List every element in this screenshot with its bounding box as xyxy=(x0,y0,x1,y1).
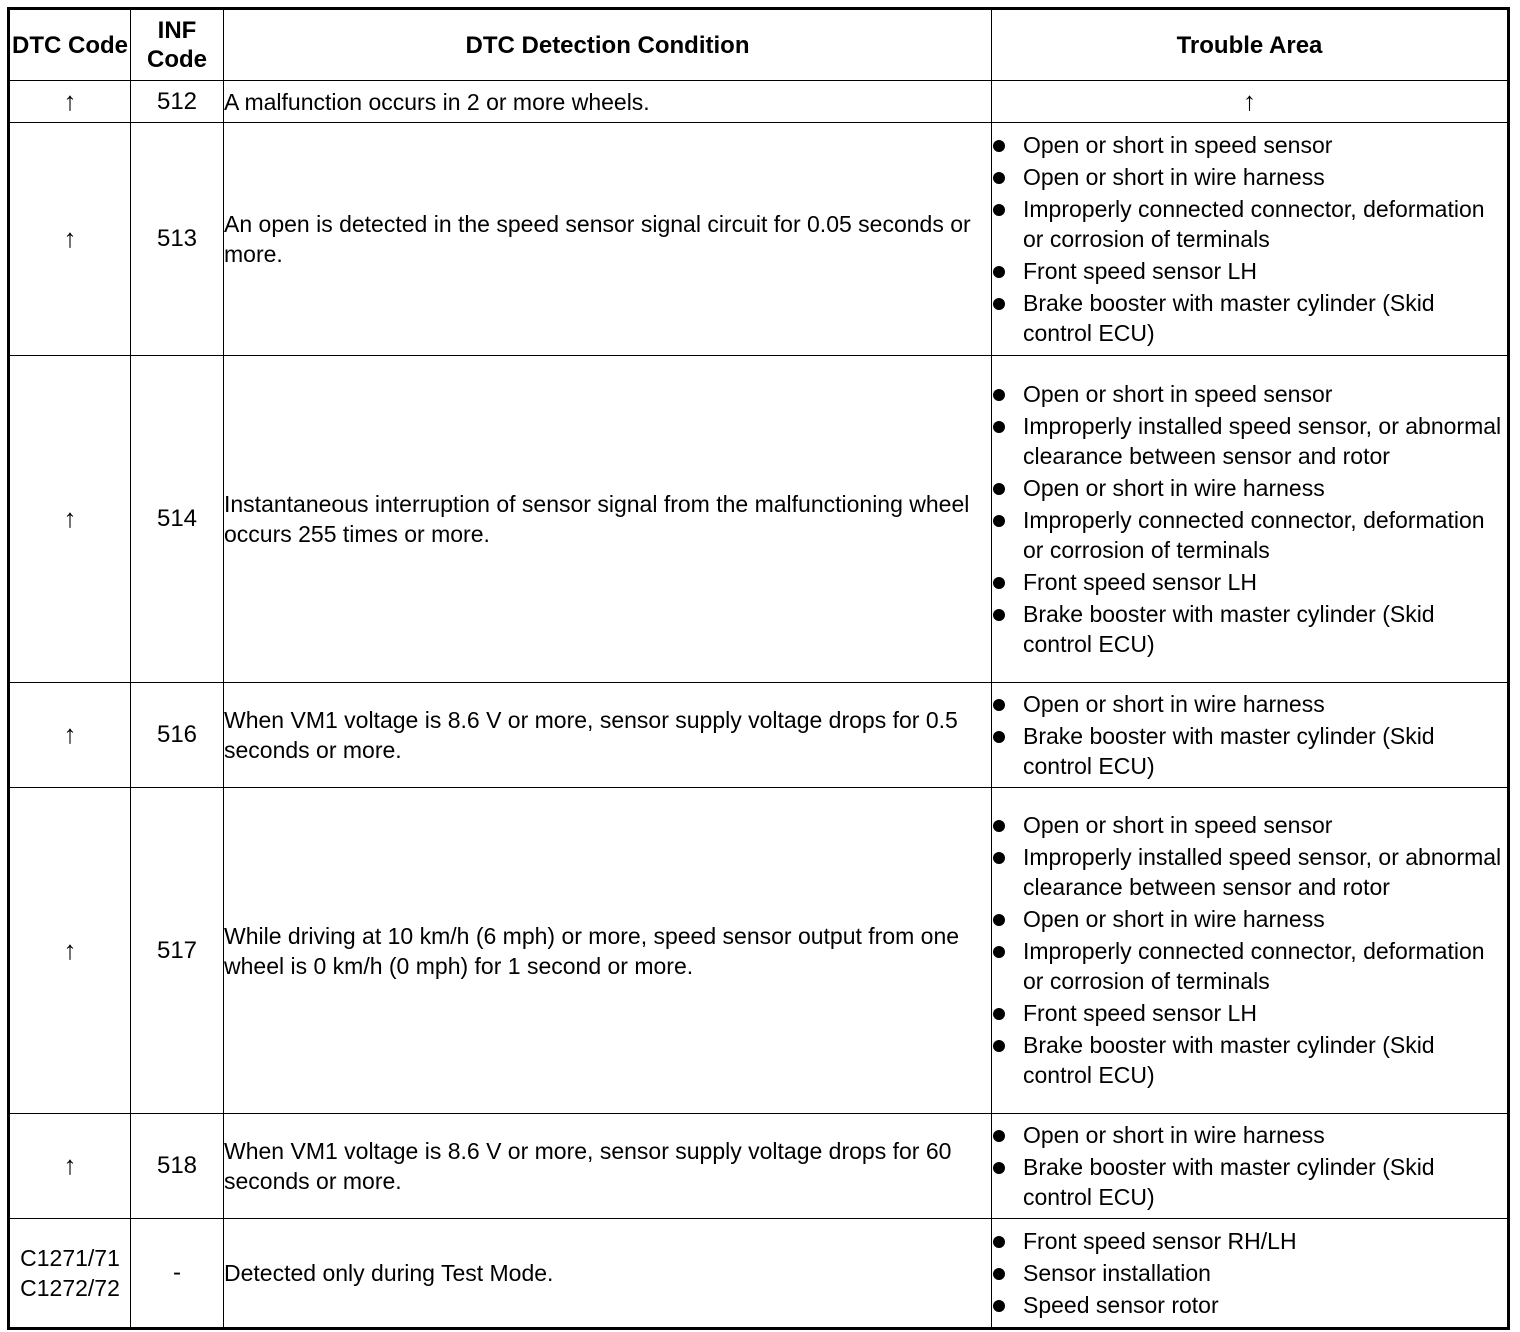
list-item: Open or short in wire harness xyxy=(992,1120,1507,1150)
dtc-code-cell xyxy=(9,683,131,788)
bullet-icon xyxy=(993,483,1005,495)
bullet-icon xyxy=(993,1008,1005,1020)
trouble-list xyxy=(992,1226,1507,1320)
condition-cell: While driving at 10 km/h (6 mph) or more, speed sensor output from one wheel is 0 km/h (0 mph) for 1 second or more. xyxy=(224,788,992,1114)
condition-cell: When VM1 voltage is 8.6 V or more, sensor supply voltage drops for 0.5 seconds or more. xyxy=(224,683,992,788)
trouble-area-cell xyxy=(992,788,1509,1114)
list-item: Brake booster with master cylinder (Skid control ECU) xyxy=(992,599,1507,659)
bullet-icon xyxy=(993,1040,1005,1052)
dtc-code-cell xyxy=(9,123,131,356)
same-as-above-arrow: ↑ xyxy=(1243,86,1256,116)
condition-cell: An open is detected in the speed sensor signal circuit for 0.05 seconds or more. xyxy=(224,123,992,356)
inf-code-cell: 514 xyxy=(131,356,224,683)
trouble-area-cell xyxy=(992,683,1509,788)
list-item: Open or short in wire harness xyxy=(992,689,1507,719)
inf-code-cell: 518 xyxy=(131,1114,224,1219)
list-item: Speed sensor rotor xyxy=(992,1290,1507,1320)
table-row-517 xyxy=(9,788,1509,1114)
trouble-area-cell xyxy=(992,123,1509,356)
list-item: Front speed sensor LH xyxy=(992,567,1507,597)
inf-code-cell: - xyxy=(131,1219,224,1329)
list-item: Open or short in speed sensor xyxy=(992,379,1507,409)
list-item: Open or short in wire harness xyxy=(992,473,1507,503)
table-row-518 xyxy=(9,1114,1509,1219)
inf-code-cell: 512 xyxy=(131,81,224,123)
list-item: Front speed sensor LH xyxy=(992,256,1507,286)
list-item: Sensor installation xyxy=(992,1258,1507,1288)
trouble-area-cell xyxy=(992,81,1509,123)
bullet-icon xyxy=(993,389,1005,401)
inf-code-cell: 517 xyxy=(131,788,224,1114)
trouble-list xyxy=(992,689,1507,781)
list-item: Open or short in speed sensor xyxy=(992,810,1507,840)
list-item: Improperly installed speed sensor, or abnormal clearance between sensor and rotor xyxy=(992,842,1507,902)
condition-cell: When VM1 voltage is 8.6 V or more, sensor supply voltage drops for 60 seconds or more. xyxy=(224,1114,992,1219)
list-item: Front speed sensor RH/LH xyxy=(992,1226,1507,1256)
list-item: Improperly connected connector, deformation or corrosion of terminals xyxy=(992,194,1507,254)
header-trouble-area: Trouble Area xyxy=(992,9,1509,81)
same-as-above-arrow: ↑ xyxy=(63,934,77,965)
bullet-icon xyxy=(993,699,1005,711)
trouble-list xyxy=(992,379,1507,659)
list-item: Open or short in wire harness xyxy=(992,904,1507,934)
table-row-513 xyxy=(9,123,1509,356)
dtc-table xyxy=(7,7,1510,1330)
bullet-icon xyxy=(993,852,1005,864)
dtc-code-cell xyxy=(9,1219,131,1329)
trouble-area-cell xyxy=(992,356,1509,683)
list-item: Brake booster with master cylinder (Skid control ECU) xyxy=(992,288,1507,348)
header-row xyxy=(9,9,1509,81)
table-row-512 xyxy=(9,81,1509,123)
trouble-area-cell xyxy=(992,1219,1509,1329)
dtc-code-cell xyxy=(9,81,131,123)
list-item: Front speed sensor LH xyxy=(992,998,1507,1028)
list-item: Improperly connected connector, deformation or corrosion of terminals xyxy=(992,505,1507,565)
dtc-code-cell xyxy=(9,1114,131,1219)
trouble-area-cell xyxy=(992,1114,1509,1219)
trouble-list xyxy=(992,1120,1507,1212)
same-as-above-arrow: ↑ xyxy=(63,223,77,253)
dtc-code-line: C1271/71 xyxy=(20,1245,120,1271)
table-row-516 xyxy=(9,683,1509,788)
bullet-icon xyxy=(993,577,1005,589)
same-as-above-arrow: ↑ xyxy=(63,1150,77,1180)
list-item: Open or short in speed sensor xyxy=(992,130,1507,160)
bullet-icon xyxy=(993,140,1005,152)
list-item: Brake booster with master cylinder (Skid control ECU) xyxy=(992,1030,1507,1090)
bullet-icon xyxy=(993,421,1005,433)
bullet-icon xyxy=(993,1300,1005,1312)
condition-cell: Detected only during Test Mode. xyxy=(224,1219,992,1329)
bullet-icon xyxy=(993,1130,1005,1142)
condition-cell: Instantaneous interruption of sensor signal from the malfunctioning wheel occurs 255 times or more. xyxy=(224,356,992,683)
bullet-icon xyxy=(993,298,1005,310)
bullet-icon xyxy=(993,204,1005,216)
same-as-above-arrow: ↑ xyxy=(63,503,77,533)
list-item: Improperly installed speed sensor, or abnormal clearance between sensor and rotor xyxy=(992,411,1507,471)
list-item: Brake booster with master cylinder (Skid control ECU) xyxy=(992,1152,1507,1212)
list-item: Brake booster with master cylinder (Skid control ECU) xyxy=(992,721,1507,781)
bullet-icon xyxy=(993,914,1005,926)
bullet-icon xyxy=(993,1162,1005,1174)
inf-code-cell: 516 xyxy=(131,683,224,788)
table-row-514 xyxy=(9,356,1509,683)
header-condition: DTC Detection Condition xyxy=(224,9,992,81)
bullet-icon xyxy=(993,1236,1005,1248)
bullet-icon xyxy=(993,946,1005,958)
same-as-above-arrow: ↑ xyxy=(63,719,77,749)
bullet-icon xyxy=(993,609,1005,621)
condition-cell: A malfunction occurs in 2 or more wheels. xyxy=(224,81,992,123)
bullet-icon xyxy=(993,172,1005,184)
bullet-icon xyxy=(993,731,1005,743)
dtc-code-line: C1272/72 xyxy=(20,1275,120,1301)
inf-code-cell: 513 xyxy=(131,123,224,356)
dtc-code-cell xyxy=(9,788,131,1114)
trouble-list xyxy=(992,810,1507,1090)
trouble-list xyxy=(992,130,1507,348)
list-item: Open or short in wire harness xyxy=(992,162,1507,192)
bullet-icon xyxy=(993,820,1005,832)
table-row-c1271 xyxy=(9,1219,1509,1329)
same-as-above-arrow: ↑ xyxy=(63,85,77,116)
header-dtc-code: DTC Code xyxy=(9,9,131,81)
bullet-icon xyxy=(993,266,1005,278)
header-inf-code: INF Code xyxy=(131,9,224,81)
bullet-icon xyxy=(993,1268,1005,1280)
dtc-code-cell xyxy=(9,356,131,683)
bullet-icon xyxy=(993,515,1005,527)
list-item: Improperly connected connector, deformation or corrosion of terminals xyxy=(992,936,1507,996)
